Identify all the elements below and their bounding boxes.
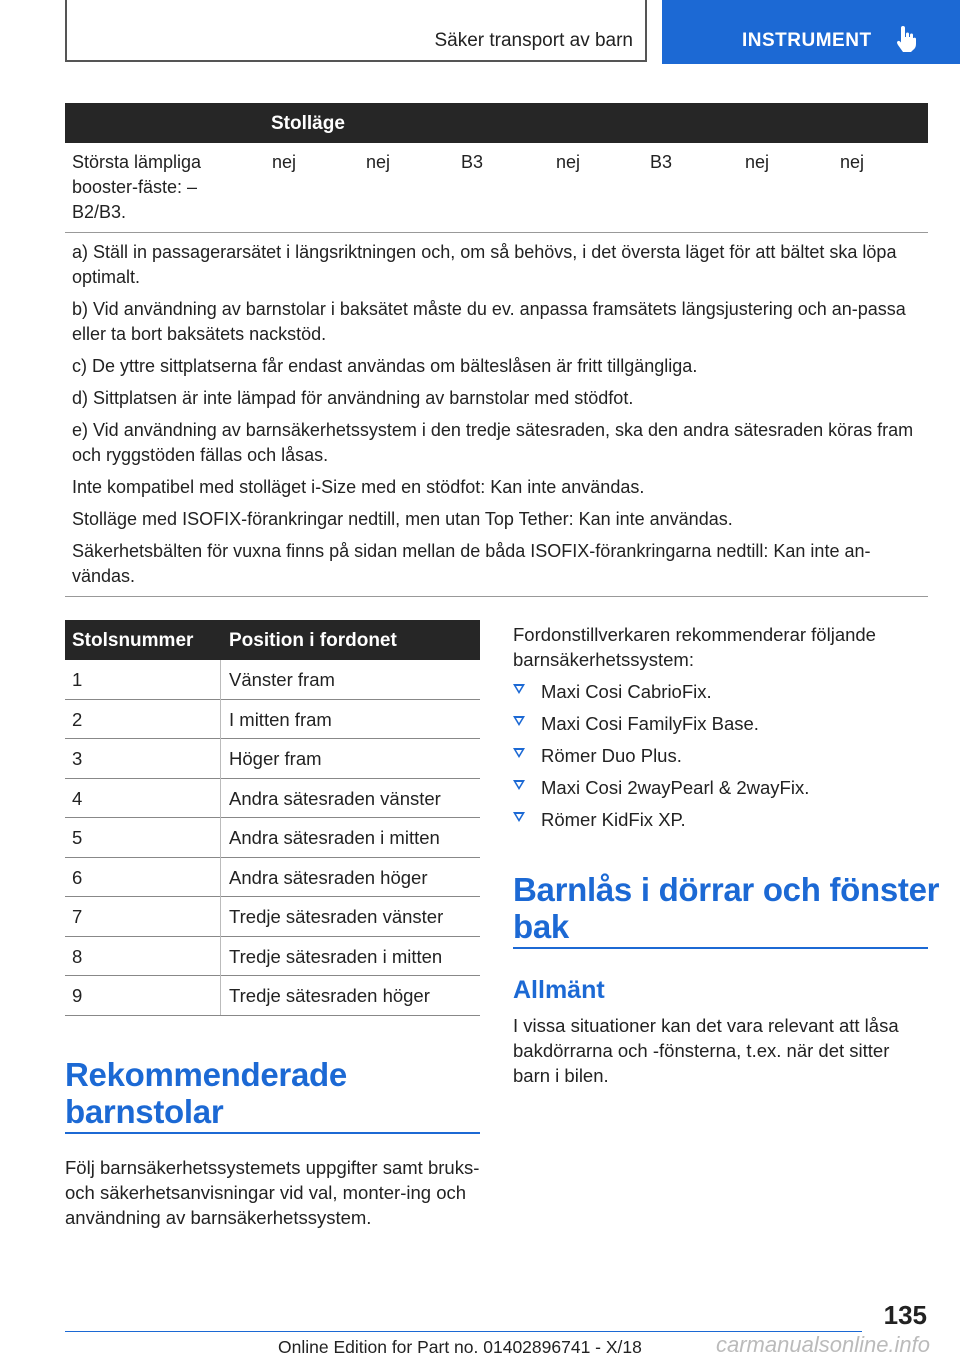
childlock-heading-rule xyxy=(513,947,928,949)
note: a) Ställ in passagerarsätet i längsriktningen och, om så behövs, i det översta läget för att bältet ska löpa optimalt. xyxy=(72,242,897,287)
seat-position: I mitten fram xyxy=(229,708,332,730)
childlock-heading-line: Barnlås i dörrar och fönster xyxy=(513,871,940,908)
top-table-cell: nej xyxy=(366,152,391,172)
list-item-text: Maxi Cosi 2wayPearl & 2wayFix. xyxy=(541,777,810,798)
top-table-header-label: Stolläge xyxy=(271,113,345,134)
recommended-heading-line: barnstolar xyxy=(65,1093,224,1130)
seat-position: Tredje sätesraden i mitten xyxy=(229,945,443,967)
childlock-text: I vissa situationer kan det vara relevant att låsa bakdörrarna och -fönsterna, t.ex. när det sitter barn i bilen. xyxy=(513,1015,899,1086)
triangle-bullet-icon xyxy=(513,684,525,694)
note: c) De yttre sittplatserna får endast användas om bälteslåsen är fritt tillgängliga. xyxy=(72,356,698,376)
list-item-text: Römer KidFix XP. xyxy=(541,809,686,830)
table-row xyxy=(65,818,480,858)
list-item-text: Maxi Cosi CabrioFix. xyxy=(541,681,712,702)
seat-position: Andra sätesraden vänster xyxy=(229,787,441,809)
note: Inte kompatibel med stolläget i-Size med en stödfot: Kan inte användas. xyxy=(72,477,645,497)
table-row xyxy=(65,700,480,740)
note: e) Vid användning av barnsäkerhetssystem i den tredje sätesraden, ska den andra sätesraden köras fram och ryggstöden fällas och låsas. xyxy=(72,420,914,465)
seat-position: Andra sätesraden höger xyxy=(229,866,428,888)
list-item-text: Maxi Cosi FamilyFix Base. xyxy=(541,713,759,734)
top-table-cell: nej xyxy=(840,152,865,172)
top-table-cell: B3 xyxy=(650,152,673,172)
note: d) Sittplatsen är inte lämpad för användning av barnstolar med stödfot. xyxy=(72,388,634,408)
seat-number: 6 xyxy=(72,866,83,888)
header-chapter-tab[interactable] xyxy=(662,0,960,64)
table-row xyxy=(65,976,480,1016)
seat-table-header xyxy=(65,620,480,660)
list-item-text: Römer Duo Plus. xyxy=(541,745,682,766)
top-table-cell: B3 xyxy=(461,152,484,172)
seat-number: 9 xyxy=(72,985,83,1006)
seat-table-column-divider xyxy=(220,660,221,1015)
notes-divider xyxy=(65,596,928,597)
header-section-box xyxy=(65,0,647,62)
triangle-bullet-icon xyxy=(513,748,525,758)
recommended-text: Följ barnsäkerhetssystemets uppgifter samt bruks- och säkerhetsanvisningar vid val, monter-ing och användning av barnsäkerhetssystem. xyxy=(65,1157,480,1228)
table-row xyxy=(65,858,480,898)
recommended-heading xyxy=(65,1056,347,1130)
watermark-logo: carmanualsonline.info xyxy=(716,1332,931,1357)
top-table-cell: nej xyxy=(556,152,581,172)
seat-number: 7 xyxy=(72,906,83,927)
note: Säkerhetsbälten för vuxna finns på sidan mellan de båda ISOFIX-förankringarna nedtill: Kan inte an-vändas. xyxy=(72,541,871,586)
footer-edition: Online Edition for Part no. 01402896741 - X/18 xyxy=(278,1337,642,1357)
seat-number: 1 xyxy=(72,669,83,690)
recommended-heading-rule xyxy=(65,1132,480,1134)
page-number: 135 xyxy=(883,1300,927,1330)
triangle-bullet-icon xyxy=(513,716,525,726)
seat-position: Vänster fram xyxy=(229,669,335,690)
table-row xyxy=(65,897,480,937)
hand-pointer-icon xyxy=(895,26,917,57)
top-table-divider xyxy=(65,232,928,233)
recommended-heading-line: Rekommenderade xyxy=(65,1056,347,1093)
header-chapter-label: INSTRUMENT xyxy=(742,30,872,51)
table-notes xyxy=(72,240,922,596)
seat-position: Tredje sätesraden vänster xyxy=(229,906,444,927)
seat-table-col-number: Stolsnummer xyxy=(72,630,194,651)
seat-position: Andra sätesraden i mitten xyxy=(229,827,440,848)
note: Stolläge med ISOFIX-förankringar nedtill, men utan Top Tether: Kan inte användas. xyxy=(72,509,733,529)
seat-number: 2 xyxy=(72,708,83,730)
childlock-heading xyxy=(513,871,940,945)
table-row xyxy=(65,739,480,779)
seat-number: 8 xyxy=(72,945,83,967)
seat-number: 3 xyxy=(72,748,83,769)
childlock-subheading: Allmänt xyxy=(513,976,605,1004)
seat-position: Höger fram xyxy=(229,748,322,769)
top-table-cell: nej xyxy=(745,152,770,172)
triangle-bullet-icon xyxy=(513,780,525,790)
seat-number: 5 xyxy=(72,827,83,848)
table-row xyxy=(65,779,480,819)
note: b) Vid användning av barnstolar i baksätet måste du ev. anpassa framsätets längsjustering och an-passa eller ta bort baksätets nackstöd. xyxy=(72,299,906,344)
top-table-cell: nej xyxy=(272,152,297,172)
table-row xyxy=(65,660,480,700)
table-row xyxy=(65,937,480,977)
seat-table-col-position: Position i fordonet xyxy=(229,630,397,651)
header-section-title: Säker transport av barn xyxy=(434,30,633,51)
triangle-bullet-icon xyxy=(513,812,525,822)
seat-number: 4 xyxy=(72,787,83,809)
childlock-heading-line: bak xyxy=(513,908,569,945)
manufacturer-intro: Fordonstillverkaren rekommenderar följande barnsäkerhetssystem: xyxy=(513,624,876,670)
seat-position: Tredje sätesraden höger xyxy=(229,985,430,1006)
top-table-row-label: Största lämpliga booster-fäste: – B2/B3. xyxy=(72,152,202,222)
top-table-header xyxy=(65,103,928,143)
